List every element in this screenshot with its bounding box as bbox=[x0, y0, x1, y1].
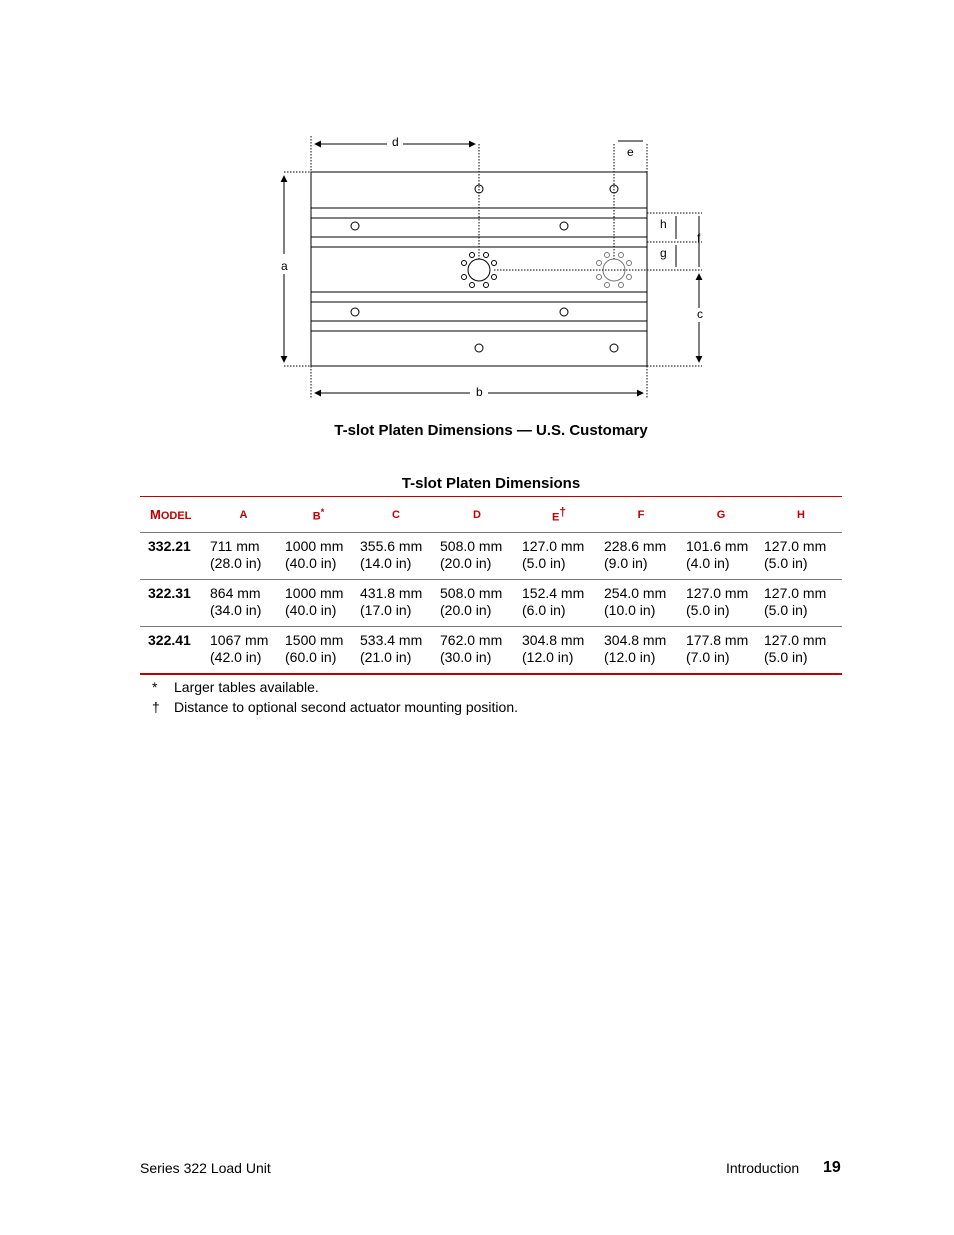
header-b: B* bbox=[312, 506, 325, 523]
footnote bbox=[152, 678, 518, 698]
page-number: 19 bbox=[823, 1159, 841, 1176]
value-h: 127.0 mm (5.0 in) bbox=[764, 585, 827, 618]
value-a: 711 mm (28.0 in) bbox=[210, 538, 262, 571]
value-c: 355.6 mm (14.0 in) bbox=[360, 538, 423, 571]
value-a: 1067 mm (42.0 in) bbox=[210, 632, 269, 665]
value-e: 127.0 mm (5.0 in) bbox=[522, 538, 585, 571]
header-a: A bbox=[239, 508, 248, 521]
footnotes bbox=[152, 678, 518, 718]
value-g: 177.8 mm (7.0 in) bbox=[686, 632, 749, 665]
model-cell: 322.31 bbox=[148, 585, 191, 601]
mounting-hole bbox=[351, 222, 359, 230]
model-cell: 322.41 bbox=[148, 632, 191, 648]
label-b: b bbox=[476, 385, 483, 399]
header-c: C bbox=[392, 508, 400, 521]
value-b: 1000 mm (40.0 in) bbox=[285, 538, 344, 571]
table-row bbox=[140, 533, 842, 580]
value-f: 228.6 mm (9.0 in) bbox=[604, 538, 667, 571]
figure-caption: T-slot Platen Dimensions — U.S. Customary bbox=[334, 422, 648, 439]
label-h: h bbox=[660, 217, 667, 231]
mounting-hole bbox=[351, 308, 359, 316]
mounting-hole bbox=[475, 344, 483, 352]
value-f: 304.8 mm (12.0 in) bbox=[604, 632, 667, 665]
footnote-text: Distance to optional second actuator mounting position. bbox=[174, 699, 518, 715]
value-e: 152.4 mm (6.0 in) bbox=[522, 585, 585, 618]
value-a: 864 mm (34.0 in) bbox=[210, 585, 262, 618]
value-h: 127.0 mm (5.0 in) bbox=[764, 538, 827, 571]
header-g: G bbox=[716, 508, 726, 521]
value-f: 254.0 mm (10.0 in) bbox=[604, 585, 667, 618]
label-f: f bbox=[697, 231, 701, 245]
dimensions-table bbox=[140, 496, 842, 675]
header-h: H bbox=[797, 508, 805, 521]
header-model: MODEL bbox=[150, 507, 192, 522]
value-c: 431.8 mm (17.0 in) bbox=[360, 585, 423, 618]
actuator-mount-primary bbox=[462, 253, 497, 288]
footnote-mark: * bbox=[152, 679, 158, 695]
mounting-hole bbox=[560, 308, 568, 316]
footer-section: Introduction bbox=[726, 1160, 800, 1176]
platen-diagram bbox=[270, 128, 710, 404]
mounting-hole bbox=[560, 222, 568, 230]
platen-diagram-svg bbox=[270, 128, 710, 404]
footnote bbox=[152, 698, 518, 718]
label-c: c bbox=[697, 307, 703, 321]
header-f: F bbox=[637, 508, 645, 521]
value-d: 762.0 mm (30.0 in) bbox=[440, 632, 503, 665]
value-c: 533.4 mm (21.0 in) bbox=[360, 632, 423, 665]
label-e: e bbox=[627, 145, 634, 159]
value-g: 127.0 mm (5.0 in) bbox=[686, 585, 749, 618]
model-cell: 332.21 bbox=[148, 538, 191, 554]
label-d: d bbox=[392, 135, 399, 149]
header-e: E† bbox=[551, 505, 567, 524]
label-g: g bbox=[660, 246, 667, 260]
value-d: 508.0 mm (20.0 in) bbox=[440, 585, 503, 618]
footnote-text: Larger tables available. bbox=[174, 679, 319, 695]
value-d: 508.0 mm (20.0 in) bbox=[440, 538, 503, 571]
table-title: T-slot Platen Dimensions bbox=[401, 475, 581, 492]
mounting-hole bbox=[610, 344, 618, 352]
table-row bbox=[140, 627, 842, 675]
footnote-mark: † bbox=[152, 699, 160, 715]
table-header-row bbox=[140, 497, 842, 533]
footer-document-title: Series 322 Load Unit bbox=[140, 1160, 271, 1176]
value-e: 304.8 mm (12.0 in) bbox=[522, 632, 585, 665]
header-d: D bbox=[473, 508, 481, 521]
value-b: 1500 mm (60.0 in) bbox=[285, 632, 344, 665]
table-row bbox=[140, 580, 842, 627]
value-b: 1000 mm (40.0 in) bbox=[285, 585, 344, 618]
label-a: a bbox=[281, 259, 288, 273]
value-g: 101.6 mm (4.0 in) bbox=[686, 538, 749, 571]
value-h: 127.0 mm (5.0 in) bbox=[764, 632, 827, 665]
